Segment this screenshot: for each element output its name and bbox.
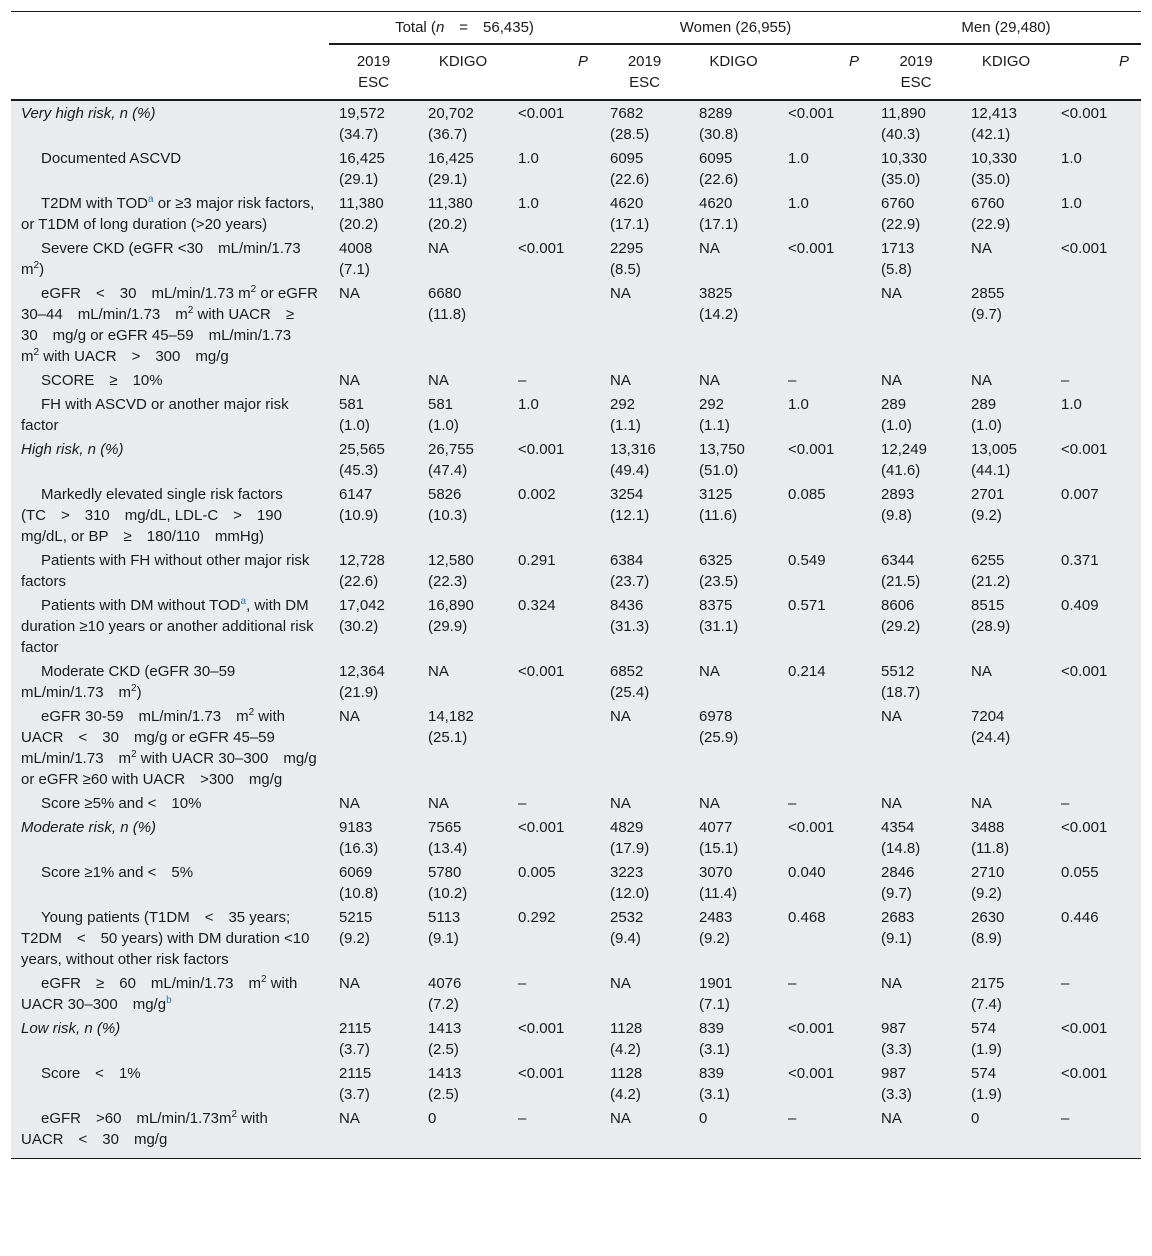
table-cell <box>508 704 600 791</box>
table-cell: <0.001 <box>1061 105 1108 122</box>
table-cell: 4620 (17.1) <box>699 195 739 233</box>
row-label: T2DM with TOD$^a$ or ≥3 major risk factors, or T1DM of long duration (>20 years) <box>21 194 315 233</box>
table-cell: 2175 (7.4) <box>971 975 1005 1013</box>
col-header-p-total: P <box>508 44 600 100</box>
row-label: Patients with DM without TOD$^a$, with DM duration ≥10 years or another additional risk factor <box>21 596 314 656</box>
table-cell: NA <box>699 372 720 389</box>
table-cell: NA <box>971 663 992 680</box>
row-label: Very high risk, n (%) <box>21 105 156 122</box>
table-cell: NA <box>339 708 360 725</box>
category-row <box>11 100 1141 146</box>
row-label: Severe CKD (eGFR <30 mL/min/1.73 $m^2$) <box>21 240 316 278</box>
table-cell: – <box>518 975 527 992</box>
table-cell: <0.001 <box>1061 819 1108 836</box>
table-cell: 0.446 <box>1061 909 1099 926</box>
table-cell: 12,249 (41.6) <box>881 441 927 479</box>
table-cell: 6978 (25.9) <box>699 708 739 746</box>
table-cell: <0.001 <box>518 1065 565 1082</box>
table-cell: NA <box>699 240 720 257</box>
table-cell: <0.001 <box>518 441 565 458</box>
table-cell: NA <box>339 372 360 389</box>
table-cell: 1.0 <box>788 150 809 167</box>
table-cell: 5215 (9.2) <box>339 909 373 947</box>
row-label: Young patients (T1DM < 35 years; T2DM < 50 years) with DM duration <10 years, without other risk factors <box>21 909 310 968</box>
table-cell: 987 (3.3) <box>881 1065 912 1103</box>
col-header-p-men: P <box>1051 44 1141 100</box>
table-cell: 2532 (9.4) <box>610 909 644 947</box>
table-cell: – <box>1061 795 1070 812</box>
table-cell: 6680 (11.8) <box>428 285 467 323</box>
table-cell: – <box>1061 372 1070 389</box>
table-cell: <0.001 <box>788 441 835 458</box>
table-row <box>11 860 1141 905</box>
table-cell: NA <box>881 708 902 725</box>
table-cell: – <box>1051 1106 1141 1159</box>
table-cell: 3223 (12.0) <box>610 864 650 902</box>
table-cell: 0.549 <box>788 552 826 569</box>
table-cell <box>778 704 871 791</box>
table-cell: 0.468 <box>788 909 826 926</box>
table-cell: <0.001 <box>1061 240 1108 257</box>
table-cell: 5780 (10.2) <box>428 864 468 902</box>
table-cell: 2701 (9.2) <box>971 486 1005 524</box>
table-cell: NA <box>610 975 631 992</box>
table-cell: <0.001 <box>1061 663 1108 680</box>
table-cell: 3070 (11.4) <box>699 864 738 902</box>
table-cell: 1.0 <box>1061 150 1082 167</box>
table-cell: 10,330 (35.0) <box>971 150 1017 188</box>
table-cell: 6852 (25.4) <box>610 663 650 701</box>
col-header-kdigo-women: KDIGO <box>689 44 778 100</box>
category-row <box>11 815 1141 860</box>
table-row <box>11 236 1141 281</box>
table-cell: 6384 (23.7) <box>610 552 650 590</box>
table-cell: NA <box>428 663 449 680</box>
table-container <box>11 11 1141 1159</box>
table-cell: 19,572 (34.7) <box>339 105 385 143</box>
table-row <box>11 548 1141 593</box>
table-cell: – <box>778 1106 871 1159</box>
table-cell: 5113 (9.1) <box>428 909 461 947</box>
table-cell: <0.001 <box>518 105 565 122</box>
risk-classification-table <box>11 11 1141 1159</box>
table-row <box>11 704 1141 791</box>
table-cell: 1.0 <box>1061 396 1082 413</box>
table-cell: NA <box>881 372 902 389</box>
table-cell: 20,702 (36.7) <box>428 105 474 143</box>
table-cell: 1413 (2.5) <box>428 1020 462 1058</box>
table-cell: 10,330 (35.0) <box>881 150 927 188</box>
table-cell: 8375 (31.1) <box>699 597 739 635</box>
group-header-women: Women (26,955) <box>600 12 871 45</box>
table-cell: 1901 (7.1) <box>699 975 733 1013</box>
table-cell: 1.0 <box>518 195 539 212</box>
table-cell: – <box>518 795 527 812</box>
table-cell: <0.001 <box>1061 441 1108 458</box>
table-cell: 1.0 <box>518 150 539 167</box>
table-cell: 2295 (8.5) <box>610 240 644 278</box>
table-row <box>11 791 1141 815</box>
table-cell: 2893 (9.8) <box>881 486 915 524</box>
table-row <box>11 191 1141 236</box>
table-cell: NA <box>428 240 449 257</box>
table-cell: NA <box>610 285 631 302</box>
table-cell: <0.001 <box>788 105 835 122</box>
table-row <box>11 1106 1141 1159</box>
table-row <box>11 368 1141 392</box>
table-cell: NA <box>339 975 360 992</box>
table-cell: 4076 (7.2) <box>428 975 462 1013</box>
table-cell: 0 <box>961 1106 1051 1159</box>
table-cell: 2115 (3.7) <box>339 1020 372 1058</box>
table-cell: 14,182 (25.1) <box>428 708 474 746</box>
table-cell: 0.324 <box>518 597 556 614</box>
col-header-esc-total: 2019 ESC <box>329 44 418 100</box>
table-cell: 2483 (9.2) <box>699 909 733 947</box>
table-cell: 289 (1.0) <box>971 396 1002 434</box>
row-label: Score < 1% <box>41 1065 141 1082</box>
table-cell: – <box>518 372 527 389</box>
empty-header-cell <box>11 12 329 101</box>
table-cell: 1.0 <box>1061 195 1082 212</box>
table-cell <box>1051 704 1141 791</box>
table-cell: 0.040 <box>788 864 826 881</box>
table-cell: 12,413 (42.1) <box>971 105 1017 143</box>
table-cell: NA <box>881 795 902 812</box>
table-cell: 4829 (17.9) <box>610 819 650 857</box>
table-cell: 839 (3.1) <box>699 1065 730 1103</box>
table-cell: 13,005 (44.1) <box>971 441 1017 479</box>
table-cell: 839 (3.1) <box>699 1020 730 1058</box>
table-cell: 1128 (4.2) <box>610 1065 643 1103</box>
table-cell: 0.371 <box>1061 552 1099 569</box>
table-cell: 1.0 <box>788 195 809 212</box>
table-cell: 12,364 (21.9) <box>339 663 385 701</box>
table-cell: NA <box>881 285 902 302</box>
row-label: Moderate risk, n (%) <box>21 819 157 836</box>
table-cell: 6760 (22.9) <box>971 195 1011 233</box>
table-cell: 13,750 (51.0) <box>699 441 745 479</box>
table-cell: <0.001 <box>788 1020 835 1037</box>
table-cell: 7204 (24.4) <box>971 708 1011 746</box>
table-cell: NA <box>971 795 992 812</box>
table-row <box>11 593 1141 659</box>
table-cell: 574 (1.9) <box>971 1020 1002 1058</box>
table-cell: 6095 (22.6) <box>699 150 739 188</box>
table-cell: <0.001 <box>788 1065 835 1082</box>
table-row <box>11 971 1141 1016</box>
table-cell: NA <box>610 795 631 812</box>
table-cell: <0.001 <box>1061 1065 1108 1082</box>
table-cell: 5512 (18.7) <box>881 663 921 701</box>
table-cell: – <box>1061 975 1070 992</box>
group-header-row <box>11 12 1141 45</box>
table-cell: 581 (1.0) <box>339 396 370 434</box>
table-cell: 0.214 <box>788 663 826 680</box>
table-cell: NA <box>428 795 449 812</box>
col-header-esc-women: 2019 ESC <box>600 44 689 100</box>
table-cell: 3825 (14.2) <box>699 285 739 323</box>
table-cell: – <box>788 795 797 812</box>
table-cell: 8289 (30.8) <box>699 105 739 143</box>
table-cell: 0.409 <box>1061 597 1099 614</box>
table-cell: 2710 (9.2) <box>971 864 1005 902</box>
table-cell: 2630 (8.9) <box>971 909 1005 947</box>
table-cell: <0.001 <box>518 240 565 257</box>
table-cell: 1128 (4.2) <box>610 1020 643 1058</box>
table-cell: 6760 (22.9) <box>881 195 921 233</box>
row-label: Score ≥5% and < 10% <box>41 795 202 812</box>
row-label: Documented ASCVD <box>41 150 182 167</box>
table-cell: 4008 (7.1) <box>339 240 373 278</box>
category-row <box>11 1016 1141 1061</box>
table-cell: 8606 (29.2) <box>881 597 921 635</box>
table-cell: 9183 (16.3) <box>339 819 379 857</box>
table-row <box>11 392 1141 437</box>
table-cell: 25,565 (45.3) <box>339 441 385 479</box>
table-cell: NA <box>881 975 902 992</box>
col-header-kdigo-men: KDIGO <box>961 44 1051 100</box>
table-cell: 13,316 (49.4) <box>610 441 656 479</box>
group-header-men: Men (29,480) <box>871 12 1141 45</box>
table-cell: 2115 (3.7) <box>339 1065 372 1103</box>
table-cell <box>778 281 871 368</box>
table-cell: <0.001 <box>518 1020 565 1037</box>
table-cell: 4077 (15.1) <box>699 819 739 857</box>
table-cell: NA <box>971 240 992 257</box>
row-label: eGFR ≥ 60 mL/min/1.73 $m^2$ with UACR 30–300 mg/g$^b$ <box>21 974 298 1013</box>
table-cell: – <box>788 975 797 992</box>
table-cell: 6344 (21.5) <box>881 552 921 590</box>
table-cell: NA <box>699 663 720 680</box>
table-cell: 7682 (28.5) <box>610 105 650 143</box>
col-header-esc-men: 2019 ESC <box>871 44 961 100</box>
table-cell: NA <box>610 708 631 725</box>
table-cell: NA <box>699 795 720 812</box>
row-label: Low risk, n (%) <box>21 1020 121 1037</box>
table-cell: <0.001 <box>788 240 835 257</box>
table-cell: 1.0 <box>518 396 539 413</box>
table-cell <box>1051 281 1141 368</box>
col-header-p-women: P <box>778 44 871 100</box>
group-header-total: Total (n = 56,435) <box>329 12 600 45</box>
table-cell: – <box>788 372 797 389</box>
table-cell: 1.0 <box>788 396 809 413</box>
table-cell: 6147 (10.9) <box>339 486 379 524</box>
table-cell: <0.001 <box>788 819 835 836</box>
table-cell: NA <box>871 1106 961 1159</box>
table-cell: 292 (1.1) <box>610 396 641 434</box>
table-body <box>11 100 1141 1159</box>
table-cell: 581 (1.0) <box>428 396 459 434</box>
table-row <box>11 659 1141 704</box>
table-cell: <0.001 <box>518 819 565 836</box>
table-cell <box>508 281 600 368</box>
table-cell: 5826 (10.3) <box>428 486 468 524</box>
table-cell: 0 <box>418 1106 508 1159</box>
table-cell: 16,890 (29.9) <box>428 597 474 635</box>
table-cell: 4354 (14.8) <box>881 819 921 857</box>
table-cell: 1713 (5.8) <box>881 240 915 278</box>
table-cell: 7565 (13.4) <box>428 819 468 857</box>
table-cell: 0.005 <box>518 864 556 881</box>
table-cell: 3125 (11.6) <box>699 486 738 524</box>
row-label: Patients with FH without other major risk factors <box>21 552 310 590</box>
table-row <box>11 905 1141 971</box>
table-cell: 16,425 (29.1) <box>428 150 474 188</box>
table-cell: 574 (1.9) <box>971 1065 1002 1103</box>
table-cell: 3254 (12.1) <box>610 486 650 524</box>
table-cell: 8515 (28.9) <box>971 597 1011 635</box>
table-cell: – <box>508 1106 600 1159</box>
table-cell: 2855 (9.7) <box>971 285 1005 323</box>
table-cell: 12,728 (22.6) <box>339 552 385 590</box>
table-cell: NA <box>428 372 449 389</box>
table-cell: 6255 (21.2) <box>971 552 1011 590</box>
table-cell: NA <box>610 372 631 389</box>
category-row <box>11 437 1141 482</box>
col-header-kdigo-total: KDIGO <box>418 44 508 100</box>
row-label: FH with ASCVD or another major risk factor <box>21 396 289 434</box>
table-cell: 0.085 <box>788 486 826 503</box>
table-row <box>11 482 1141 548</box>
table-cell: 0.292 <box>518 909 556 926</box>
row-label: SCORE ≥ 10% <box>41 372 163 389</box>
table-cell: 16,425 (29.1) <box>339 150 385 188</box>
table-cell: 6069 (10.8) <box>339 864 379 902</box>
table-cell: 11,380 (20.2) <box>339 195 384 233</box>
table-cell: 0.002 <box>518 486 556 503</box>
table-cell: 11,380 (20.2) <box>428 195 473 233</box>
row-label: High risk, n (%) <box>21 441 124 458</box>
table-cell: 26,755 (47.4) <box>428 441 474 479</box>
table-cell: NA <box>339 795 360 812</box>
table-cell: 4620 (17.1) <box>610 195 650 233</box>
table-cell: NA <box>339 285 360 302</box>
table-row <box>11 146 1141 191</box>
table-cell: 11,890 (40.3) <box>881 105 926 143</box>
table-cell: NA <box>600 1106 689 1159</box>
table-cell: 3488 (11.8) <box>971 819 1010 857</box>
table-cell: 0.055 <box>1061 864 1099 881</box>
table-cell: 292 (1.1) <box>699 396 730 434</box>
table-cell: NA <box>971 372 992 389</box>
row-label: eGFR 30-59 mL/min/1.73 $m^2$ with UACR < 30 mg/g or eGFR 45–59 mL/min/1.73 $m^2$ with UACR 30–300 mg/g or eGFR ≥60 with UACR >300 mg/g <box>21 707 317 788</box>
table-cell: 2683 (9.1) <box>881 909 915 947</box>
table-cell: <0.001 <box>518 663 565 680</box>
table-cell: 987 (3.3) <box>881 1020 912 1058</box>
table-cell: 17,042 (30.2) <box>339 597 385 635</box>
table-cell: 6325 (23.5) <box>699 552 739 590</box>
table-cell: 0.571 <box>788 597 826 614</box>
table-cell: 0.291 <box>518 552 556 569</box>
table-cell: 0 <box>689 1106 778 1159</box>
row-label: eGFR < 30 mL/min/1.73 $m^2$ or eGFR 30–44 mL/min/1.73 $m^2$ with UACR ≥ 30 mg/g or eGFR 45–59 mL/min/1.73 $m^2$ with UACR > 300 mg/g <box>21 284 318 365</box>
row-label: Score ≥1% and < 5% <box>41 864 194 881</box>
table-cell: 289 (1.0) <box>881 396 912 434</box>
table-cell: NA <box>329 1106 418 1159</box>
table-cell: 8436 (31.3) <box>610 597 650 635</box>
table-cell: 0.007 <box>1061 486 1099 503</box>
row-label: eGFR >60 $mL/\min/1.73m^2$ with UACR < 30 mg/g <box>11 1106 329 1159</box>
table-cell: <0.001 <box>1061 1020 1108 1037</box>
table-row <box>11 1061 1141 1106</box>
table-cell: 1413 (2.5) <box>428 1065 462 1103</box>
row-label: Markedly elevated single risk factors (TC > 310 mg/dL, LDL-C > 190 mg/dL, or BP ≥ 180/110 mmHg) <box>21 486 297 545</box>
row-label: Moderate CKD (eGFR 30–59 mL/min/1.73 $m^2$) <box>21 663 251 701</box>
table-cell: 2846 (9.7) <box>881 864 915 902</box>
table-row <box>11 281 1141 368</box>
table-cell: 6095 (22.6) <box>610 150 650 188</box>
table-cell: 12,580 (22.3) <box>428 552 474 590</box>
